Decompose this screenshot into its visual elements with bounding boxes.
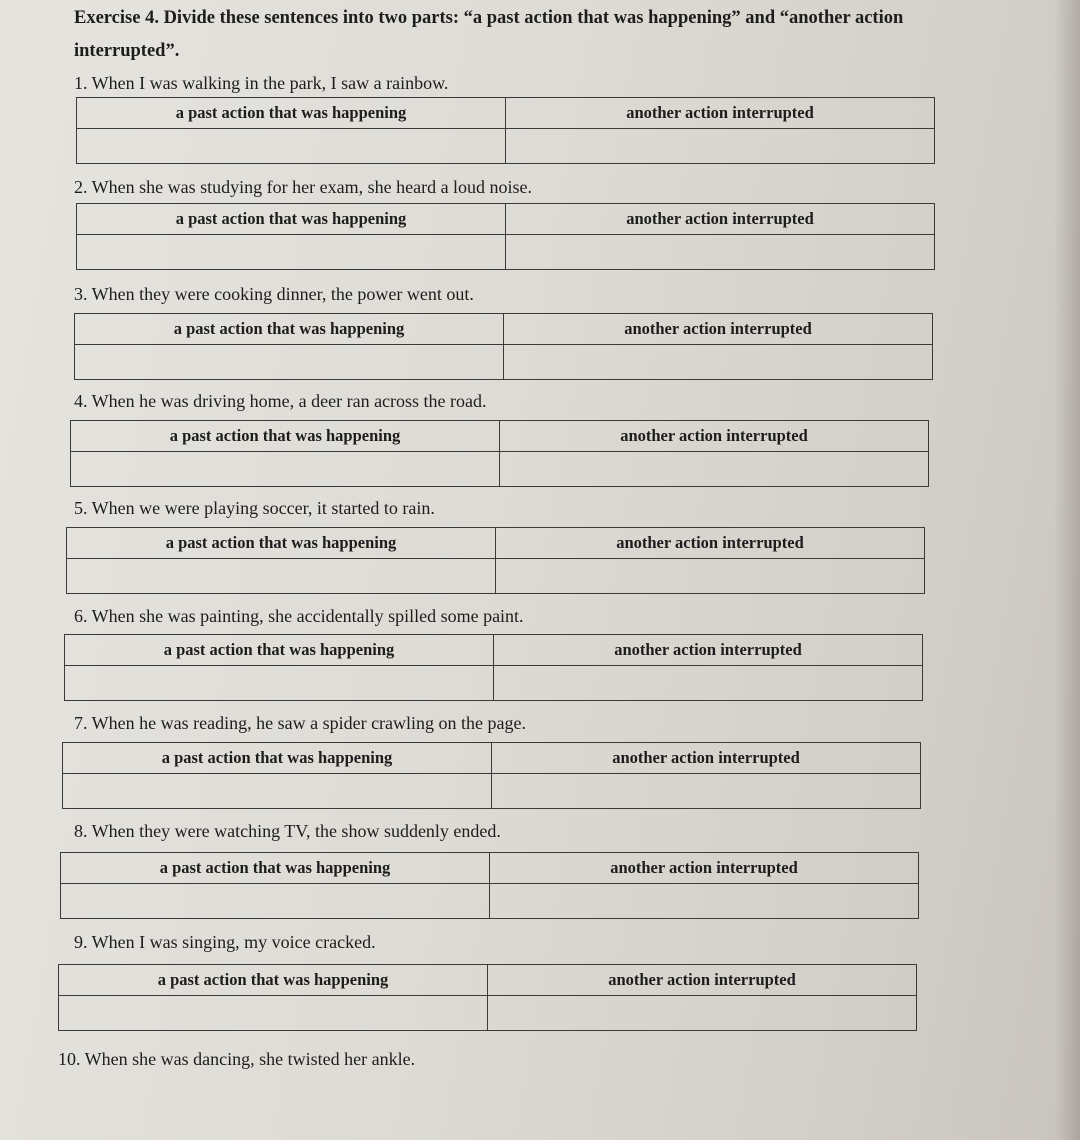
answer-interrupted-1[interactable] [506, 129, 935, 164]
sentence-8: 8. When they were watching TV, the show suddenly ended. [74, 821, 501, 841]
answer-past-action-4[interactable] [71, 452, 500, 487]
sentence-6: 6. When she was painting, she accidentally spilled some paint. [74, 606, 524, 626]
header-past-action: a past action that was happening [75, 314, 504, 345]
sentence-1: 1. When I was walking in the park, I saw a rainbow. [74, 73, 449, 93]
answer-interrupted-9[interactable] [488, 996, 917, 1031]
exercise-title [74, 2, 1074, 68]
header-interrupted: another action interrupted [500, 421, 929, 452]
answer-past-action-1[interactable] [77, 129, 506, 164]
answer-interrupted-5[interactable] [496, 559, 925, 594]
header-interrupted: another action interrupted [506, 204, 935, 235]
header-interrupted: another action interrupted [496, 528, 925, 559]
answer-past-action-9[interactable] [59, 996, 488, 1031]
header-past-action: a past action that was happening [65, 635, 494, 666]
header-past-action: a past action that was happening [77, 204, 506, 235]
sentence-7: 7. When he was reading, he saw a spider crawling on the page. [74, 713, 527, 733]
sentence-5: 5. When we were playing soccer, it started to rain. [74, 498, 435, 518]
answer-past-action-3[interactable] [75, 345, 504, 380]
exercise-title-line2: interrupted”. [74, 41, 180, 61]
answer-interrupted-3[interactable] [504, 345, 933, 380]
header-past-action: a past action that was happening [61, 853, 490, 884]
answer-table-6 [64, 634, 923, 701]
header-interrupted: another action interrupted [504, 314, 933, 345]
answer-table-3 [74, 313, 933, 380]
page-edge-shadow [1054, 0, 1080, 1140]
sentence-3: 3. When they were cooking dinner, the power went out. [74, 284, 474, 304]
sentence-10: 10. When she was dancing, she twisted her ankle. [58, 1049, 416, 1069]
header-interrupted: another action interrupted [506, 98, 935, 129]
answer-table-4 [70, 420, 929, 487]
answer-interrupted-6[interactable] [494, 666, 923, 701]
answer-table-2 [76, 203, 935, 270]
sentence-2: 2. When she was studying for her exam, she heard a loud noise. [74, 177, 533, 197]
header-interrupted: another action interrupted [492, 743, 921, 774]
answer-past-action-7[interactable] [63, 774, 492, 809]
answer-table-1 [76, 97, 935, 164]
header-past-action: a past action that was happening [67, 528, 496, 559]
answer-table-9 [58, 964, 917, 1031]
header-past-action: a past action that was happening [59, 965, 488, 996]
answer-past-action-2[interactable] [77, 235, 506, 270]
header-interrupted: another action interrupted [494, 635, 923, 666]
answer-past-action-8[interactable] [61, 884, 490, 919]
answer-table-8 [60, 852, 919, 919]
header-past-action: a past action that was happening [71, 421, 500, 452]
answer-interrupted-8[interactable] [490, 884, 919, 919]
header-past-action: a past action that was happening [63, 743, 492, 774]
answer-interrupted-7[interactable] [492, 774, 921, 809]
answer-past-action-5[interactable] [67, 559, 496, 594]
answer-past-action-6[interactable] [65, 666, 494, 701]
answer-table-7 [62, 742, 921, 809]
sentence-4: 4. When he was driving home, a deer ran across the road. [74, 391, 487, 411]
exercise-title-line1: Exercise 4. Divide these sentences into two parts: “a past action that was happening” and “another action [74, 8, 904, 28]
answer-interrupted-2[interactable] [506, 235, 935, 270]
header-interrupted: another action interrupted [490, 853, 919, 884]
header-interrupted: another action interrupted [488, 965, 917, 996]
sentence-9: 9. When I was singing, my voice cracked. [74, 932, 376, 952]
answer-interrupted-4[interactable] [500, 452, 929, 487]
answer-table-5 [66, 527, 925, 594]
header-past-action: a past action that was happening [77, 98, 506, 129]
